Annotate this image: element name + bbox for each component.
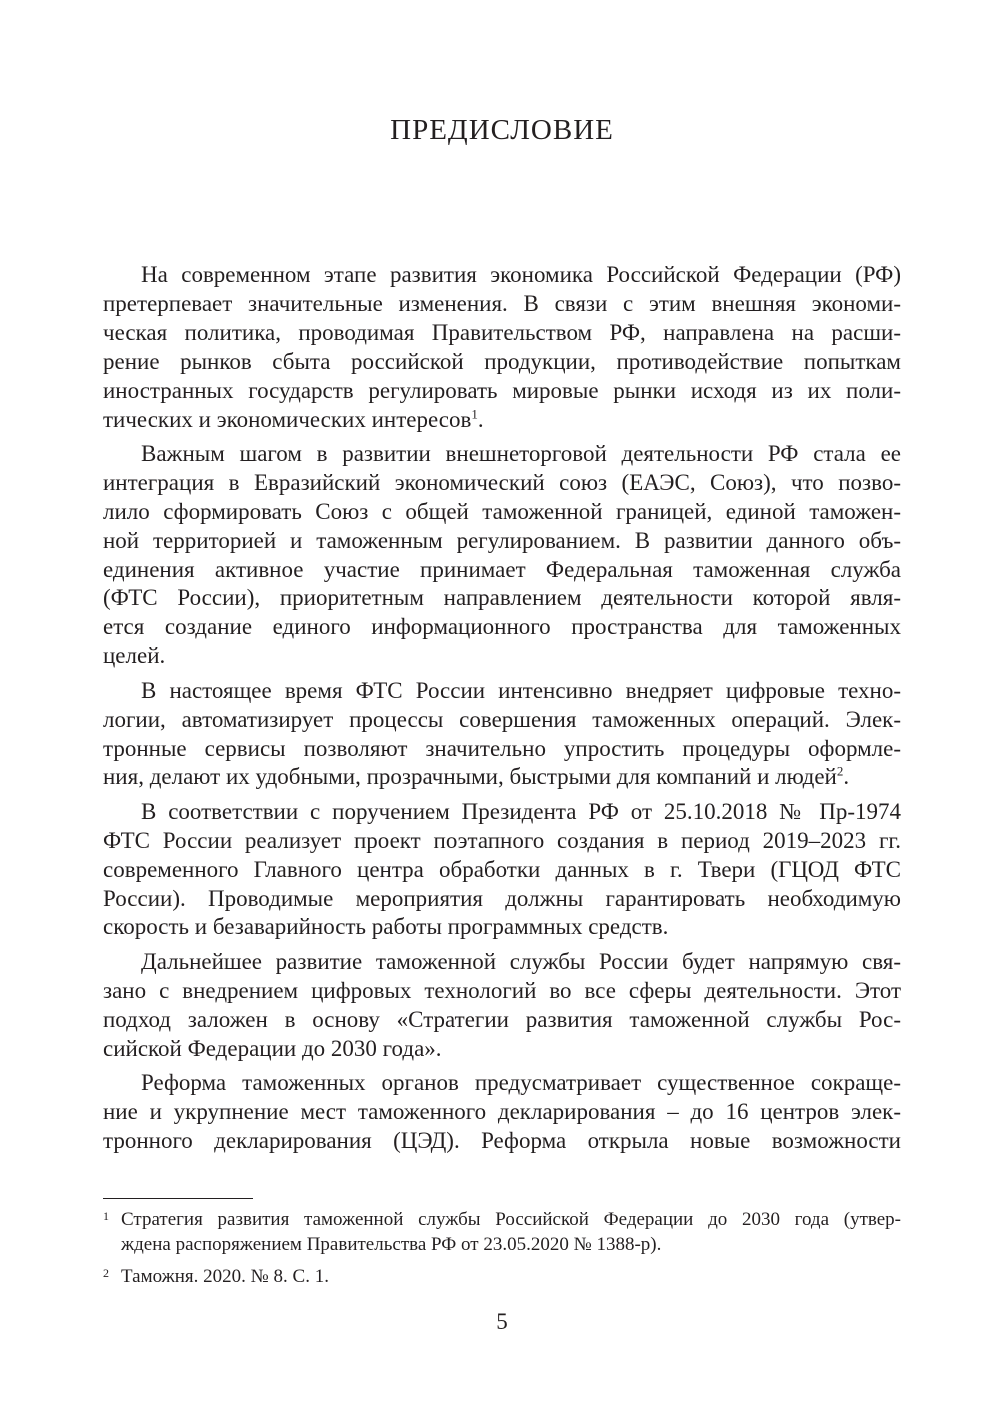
- text-line: ется создание единого информационного пространства для таможенных: [103, 614, 901, 640]
- text-line: ние и укрупнение мест таможенного декларирования – до 16 центров элек-: [103, 1098, 901, 1124]
- footnote-reference: 2: [836, 763, 844, 779]
- punctuation: .: [477, 406, 484, 432]
- text-line: Реформа таможенных органов предусматривает существенное сокраще-: [141, 1069, 901, 1095]
- text-line: На современном этапе развития экономика Российской Федерации (РФ): [141, 262, 901, 287]
- footnote-divider: [103, 1198, 253, 1199]
- text-line: (ФТС России), приоритетным направлением деятельности которой явля-: [103, 585, 901, 611]
- text-line: тронные сервисы позволяют значительно упростить процедуры оформле-: [103, 735, 901, 761]
- text-line: тронного декларирования (ЦЭД). Реформа открыла новые возможности: [103, 1127, 901, 1153]
- text-line: В соответствии с поручением Президента РФ от 25.10.2018 № Пр-1974: [141, 798, 901, 824]
- text-line: иностранных государств регулировать мировые рынки исходя из их поли-: [103, 377, 901, 403]
- footnote: [103, 1207, 901, 1257]
- paragraph: [103, 440, 901, 671]
- paragraph: [103, 261, 901, 434]
- footnote-line: ждена распоряжением Правительства РФ от 23.05.2020 № 1388-р).: [121, 1234, 662, 1255]
- text-line: России). Проводимые мероприятия должны гарантировать необходимую: [103, 885, 901, 911]
- text-line: претерпевает значительные изменения. В связи с этим внешняя экономи-: [103, 290, 901, 316]
- text-line: современного Главного центра обработки данных в г. Твери (ГЦОД ФТС: [103, 856, 901, 882]
- footnote-reference: 1: [471, 405, 478, 421]
- paragraph: [103, 948, 901, 1064]
- text-line: ной территорией и таможенным регулированием. В развитии данного объ-: [103, 527, 901, 553]
- footnotes: [103, 1207, 901, 1289]
- text-line: интеграция в Евразийский экономический союз (ЕАЭС, Союз), что позво-: [103, 469, 901, 495]
- footnote-line: Таможня. 2020. № 8. С. 1.: [121, 1266, 329, 1287]
- paragraph: [103, 1069, 901, 1156]
- footnote-number: 1: [103, 1209, 109, 1223]
- book-page: [103, 0, 901, 1418]
- footnote-number: 2: [103, 1266, 109, 1280]
- text-line: сийской Федерации до 2030 года».: [103, 1035, 442, 1061]
- text-line: скорость и безаварийность работы программных средств.: [103, 914, 669, 940]
- paragraph: [103, 798, 901, 943]
- text-line: рение рынков сбыта российской продукции, противодействие попыткам: [103, 348, 901, 374]
- footnote-line: Стратегия развития таможенной службы Российской Федерации до 2030 года (утвер-: [121, 1209, 901, 1230]
- text-line: ФТС России реализует проект поэтапного создания в период 2019–2023 гг.: [103, 827, 901, 853]
- text-line: Важным шагом в развитии внешнеторговой деятельности РФ стала ее: [141, 440, 901, 466]
- text-line: тических и экономических интересов$^1$.: [103, 405, 484, 432]
- paragraph: [103, 677, 901, 793]
- text-line: лило сформировать Союз с общей таможенной границей, единой таможен-: [103, 498, 901, 524]
- page-title: ПРЕДИСЛОВИЕ: [390, 114, 614, 146]
- text-line: единения активное участие принимает Федеральная таможенная служба: [103, 556, 901, 582]
- text-line: В настоящее время ФТС России интенсивно внедряет цифровые техно-: [141, 677, 901, 703]
- page-number: 5: [496, 1309, 508, 1334]
- main-text: [103, 261, 901, 1156]
- text-line: ческая политика, проводимая Правительством РФ, направлена на расши-: [103, 319, 901, 345]
- text-line: подход заложен в основу «Стратегии развития таможенной службы Рос-: [103, 1006, 901, 1032]
- footnote: [103, 1264, 901, 1289]
- text-line: логии, автоматизирует процессы совершения таможенных операций. Элек-: [103, 706, 901, 732]
- text-line: ния, делают их удобными, прозрачными, быстрыми для компаний и людей$^2$.: [103, 763, 850, 790]
- text-line: Дальнейшее развитие таможенной службы России будет напрямую свя-: [141, 948, 901, 974]
- text-line: целей.: [103, 643, 166, 669]
- text-line: зано с внедрением цифровых технологий во все сферы деятельности. Этот: [103, 977, 901, 1003]
- punctuation: .: [843, 764, 850, 790]
